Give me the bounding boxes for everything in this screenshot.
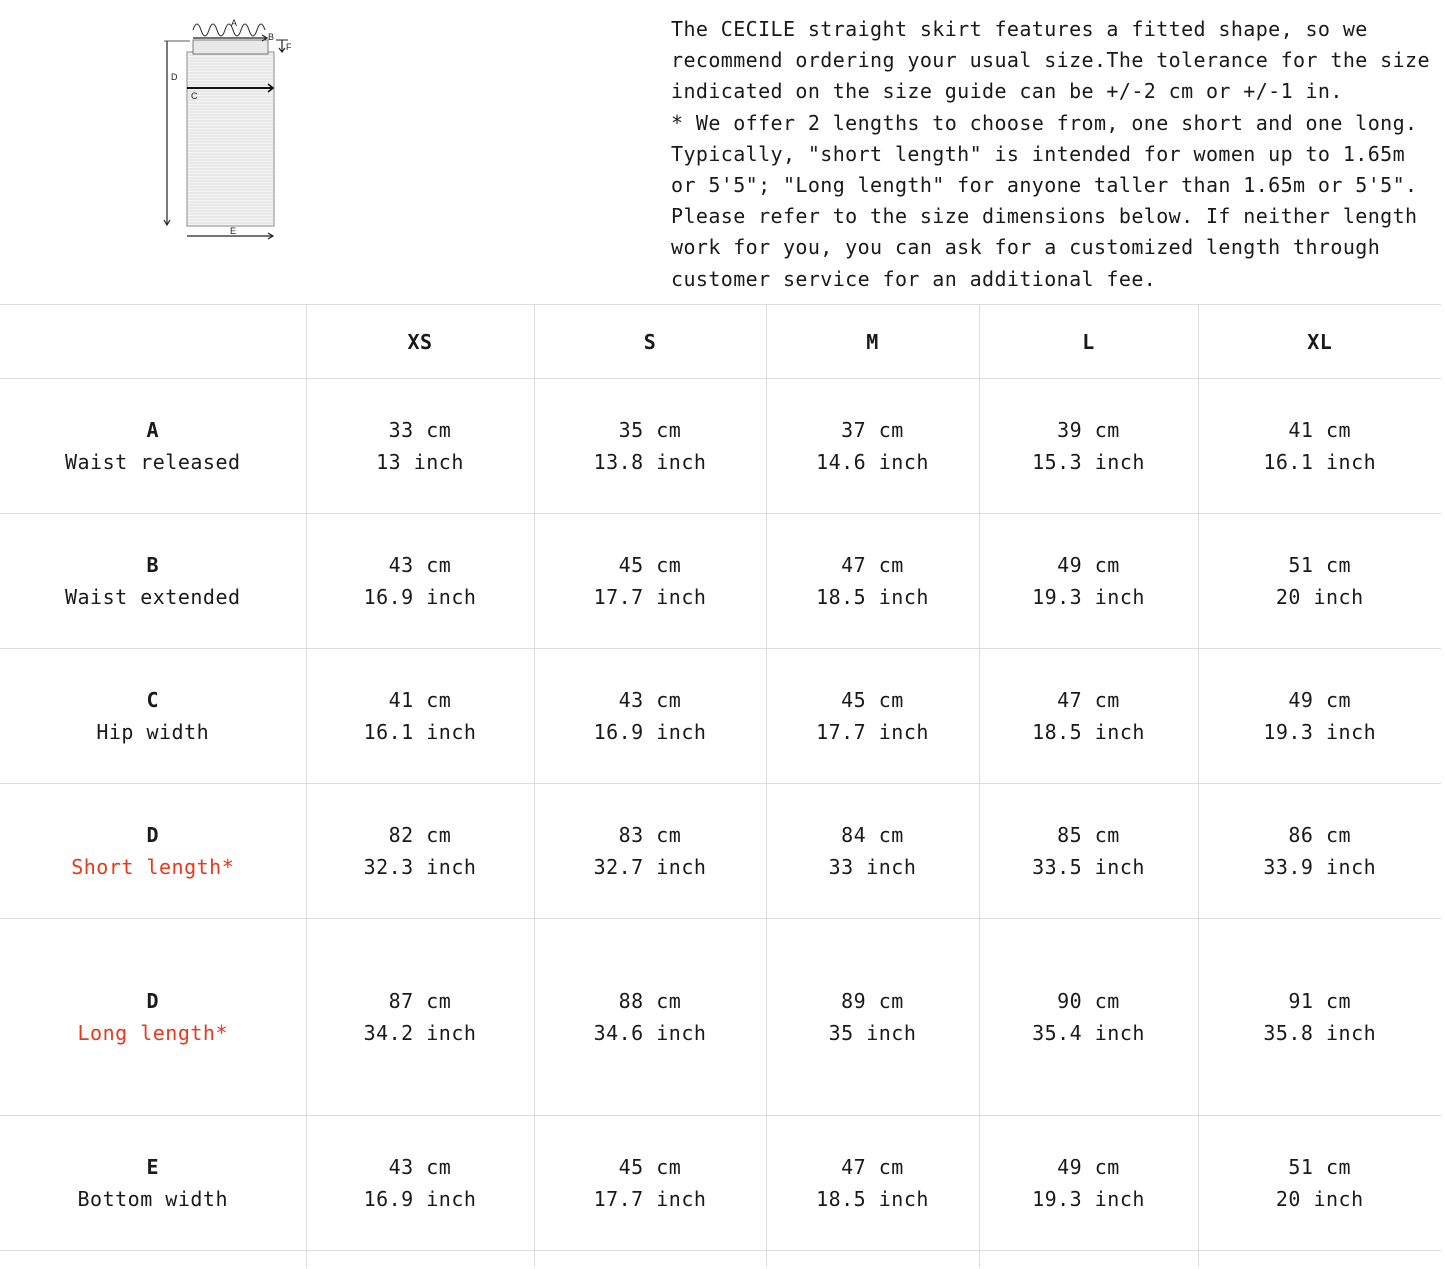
cm-value: 45 cm bbox=[841, 688, 904, 712]
diagram-letter-c: C bbox=[191, 91, 198, 101]
inch-value: 16.1 inch bbox=[363, 720, 477, 744]
value-cell bbox=[1198, 919, 1441, 1116]
size-header-s: S bbox=[534, 305, 766, 379]
cm-value: 45 cm bbox=[618, 553, 682, 577]
value-cell bbox=[534, 784, 766, 919]
value-cell bbox=[1198, 514, 1441, 649]
intro-line: customer service for an additional fee. bbox=[671, 266, 1157, 291]
intro-line: recommend ordering your usual size.The tolerance for the size bbox=[671, 48, 1430, 73]
cm-value: 88 cm bbox=[618, 989, 682, 1013]
intro-line: indicated on the size guide can be +/-2 cm or +/-1 in. bbox=[671, 79, 1343, 104]
table-row bbox=[0, 379, 1441, 514]
inch-value: 34.6 inch bbox=[593, 1021, 707, 1045]
inch-value: 20 inch bbox=[1275, 1187, 1364, 1211]
measurement-label: Waist extended bbox=[64, 585, 241, 609]
size-header-l: L bbox=[979, 305, 1198, 379]
inch-value: 32.3 inch bbox=[363, 855, 477, 879]
skirt-diagram-illustration bbox=[160, 14, 300, 244]
value-cell bbox=[979, 1251, 1198, 1268]
inch-value: 18.5 inch bbox=[1032, 720, 1145, 744]
value-cell bbox=[306, 784, 534, 919]
value-cell bbox=[306, 1116, 534, 1251]
measurement-code: C bbox=[146, 688, 160, 712]
inch-value: 17.7 inch bbox=[593, 585, 707, 609]
value-cell bbox=[534, 1116, 766, 1251]
inch-value: 34.2 inch bbox=[363, 1021, 477, 1045]
measurement-label: Waist released bbox=[64, 450, 241, 474]
cm-value: 86 cm bbox=[1288, 823, 1352, 847]
cm-value: 37 cm bbox=[841, 418, 904, 442]
value-cell bbox=[534, 379, 766, 514]
measurement-label-cell bbox=[0, 919, 306, 1116]
cm-value: 91 cm bbox=[1288, 989, 1352, 1013]
value-cell bbox=[1198, 1116, 1441, 1251]
size-header-m: M bbox=[766, 305, 979, 379]
value-cell bbox=[0, 1251, 306, 1268]
inch-value: 33.5 inch bbox=[1032, 855, 1145, 879]
inch-value: 15.3 inch bbox=[1032, 450, 1145, 474]
intro-line: The CECILE straight skirt features a fitted shape, so we bbox=[671, 17, 1368, 41]
cm-value: 43 cm bbox=[618, 688, 682, 712]
value-cell bbox=[766, 784, 979, 919]
inch-value: 19.3 inch bbox=[1263, 720, 1377, 744]
inch-value: 20 inch bbox=[1275, 585, 1364, 609]
inch-value: 33.9 inch bbox=[1263, 855, 1377, 879]
value-cell bbox=[979, 919, 1198, 1116]
header-empty-cell bbox=[0, 305, 306, 379]
inch-value: 32.7 inch bbox=[593, 855, 707, 879]
value-cell bbox=[1198, 1251, 1441, 1268]
diagram-letter-f: F bbox=[286, 42, 292, 52]
value-cell bbox=[306, 919, 534, 1116]
cm-value: 35 cm bbox=[618, 418, 682, 442]
value-cell bbox=[306, 514, 534, 649]
cm-value: 47 cm bbox=[841, 1155, 904, 1179]
value-cell bbox=[306, 1251, 534, 1268]
size-header-xs: XS bbox=[306, 305, 534, 379]
inch-value: 17.7 inch bbox=[816, 720, 929, 744]
diagram-letter-d: D bbox=[171, 72, 178, 82]
value-cell bbox=[306, 379, 534, 514]
cm-value: 83 cm bbox=[618, 823, 682, 847]
table-row bbox=[0, 1116, 1441, 1251]
measurement-label-cell bbox=[0, 649, 306, 784]
cm-value: 47 cm bbox=[1057, 688, 1120, 712]
cm-value: 89 cm bbox=[841, 989, 904, 1013]
table-row bbox=[0, 919, 1441, 1116]
table-row bbox=[0, 514, 1441, 649]
value-cell bbox=[534, 649, 766, 784]
inch-value: 18.5 inch bbox=[816, 1187, 929, 1211]
cm-value: 87 cm bbox=[388, 989, 452, 1013]
measurement-label-cell bbox=[0, 514, 306, 649]
cm-value: 43 cm bbox=[388, 1155, 452, 1179]
table-row bbox=[0, 784, 1441, 919]
value-cell bbox=[534, 1251, 766, 1268]
inch-value: 19.3 inch bbox=[1032, 1187, 1145, 1211]
measurement-code: A bbox=[146, 418, 160, 442]
size-table bbox=[0, 304, 1441, 1267]
value-cell bbox=[979, 784, 1198, 919]
inch-value: 16.9 inch bbox=[593, 720, 707, 744]
inch-value: 16.9 inch bbox=[363, 1187, 477, 1211]
measurement-code: E bbox=[146, 1155, 160, 1179]
inch-value: 16.9 inch bbox=[363, 585, 477, 609]
inch-value: 35 inch bbox=[828, 1021, 917, 1045]
cm-value: 51 cm bbox=[1288, 1155, 1352, 1179]
value-cell bbox=[534, 514, 766, 649]
value-cell bbox=[979, 514, 1198, 649]
cm-value: 51 cm bbox=[1288, 553, 1352, 577]
inch-value: 13.8 inch bbox=[593, 450, 707, 474]
measurement-label-cell bbox=[0, 784, 306, 919]
intro-line: work for you, you can ask for a customized length through bbox=[671, 235, 1381, 260]
table-row bbox=[0, 1251, 1441, 1268]
value-cell bbox=[766, 919, 979, 1116]
value-cell bbox=[766, 1116, 979, 1251]
value-cell bbox=[979, 649, 1198, 784]
skirt-diagram bbox=[160, 14, 300, 244]
cm-value: 85 cm bbox=[1057, 823, 1120, 847]
inch-value: 33 inch bbox=[828, 855, 917, 879]
cm-value: 49 cm bbox=[1057, 553, 1120, 577]
inch-value: 14.6 inch bbox=[816, 450, 929, 474]
value-cell bbox=[766, 1251, 979, 1268]
cm-value: 82 cm bbox=[388, 823, 452, 847]
value-cell bbox=[1198, 379, 1441, 514]
inch-value: 18.5 inch bbox=[816, 585, 929, 609]
value-cell bbox=[766, 649, 979, 784]
cm-value: 41 cm bbox=[388, 688, 452, 712]
value-cell bbox=[979, 1116, 1198, 1251]
diagram-letter-a: A bbox=[231, 18, 238, 28]
size-guide-intro bbox=[671, 14, 1441, 295]
inch-value: 19.3 inch bbox=[1032, 585, 1145, 609]
cm-value: 47 cm bbox=[841, 553, 904, 577]
value-cell bbox=[306, 649, 534, 784]
cm-value: 84 cm bbox=[841, 823, 904, 847]
cm-value: 90 cm bbox=[1057, 989, 1120, 1013]
cm-value: 41 cm bbox=[1288, 418, 1352, 442]
cm-value: 39 cm bbox=[1057, 418, 1120, 442]
size-header-row bbox=[0, 305, 1441, 379]
cm-value: 49 cm bbox=[1288, 688, 1352, 712]
measurement-code: D bbox=[146, 823, 160, 847]
table-row bbox=[0, 649, 1441, 784]
cm-value: 45 cm bbox=[618, 1155, 682, 1179]
value-cell bbox=[1198, 784, 1441, 919]
measurement-label: Bottom width bbox=[77, 1187, 228, 1211]
diagram-letter-e: E bbox=[230, 226, 237, 236]
measurement-label: Hip width bbox=[96, 720, 210, 744]
measurement-code: D bbox=[146, 989, 160, 1013]
measurement-label: Long length* bbox=[77, 1021, 228, 1045]
measurement-label: Short length* bbox=[71, 855, 235, 879]
measurement-label-cell bbox=[0, 1116, 306, 1251]
intro-line: Please refer to the size dimensions below. If neither length bbox=[671, 204, 1418, 229]
value-cell bbox=[979, 379, 1198, 514]
inch-value: 13 inch bbox=[376, 450, 464, 474]
inch-value: 17.7 inch bbox=[593, 1187, 707, 1211]
intro-line: Typically, "short length" is intended for women up to 1.65m bbox=[671, 141, 1406, 166]
value-cell bbox=[534, 919, 766, 1116]
size-header-xl: XL bbox=[1198, 305, 1441, 379]
measurement-code: B bbox=[146, 553, 160, 577]
value-cell bbox=[766, 379, 979, 514]
value-cell bbox=[766, 514, 979, 649]
intro-line: * We offer 2 lengths to choose from, one short and one long. bbox=[671, 110, 1418, 135]
measurement-label-cell bbox=[0, 379, 306, 514]
value-cell bbox=[1198, 649, 1441, 784]
cm-value: 49 cm bbox=[1057, 1155, 1120, 1179]
inch-value: 35.4 inch bbox=[1032, 1021, 1145, 1045]
intro-line: or 5'5"; "Long length" for anyone taller than 1.65m or 5'5". bbox=[671, 173, 1418, 198]
diagram-letter-b: B bbox=[268, 32, 275, 42]
cm-value: 33 cm bbox=[388, 418, 452, 442]
cm-value: 43 cm bbox=[388, 553, 452, 577]
inch-value: 16.1 inch bbox=[1263, 450, 1377, 474]
inch-value: 35.8 inch bbox=[1263, 1021, 1377, 1045]
